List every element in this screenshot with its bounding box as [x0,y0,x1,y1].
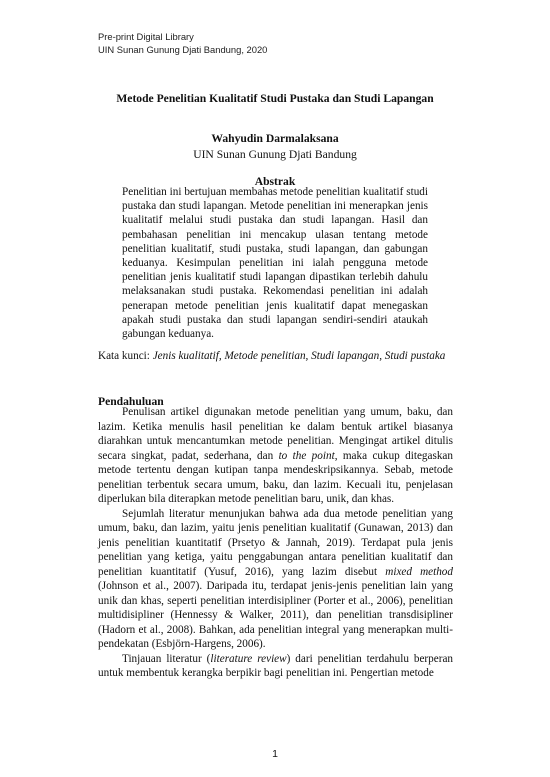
paragraph-1: Penulisan artikel digunakan metode penelitian yang umum, baku, dan lazim. Ketika menulis hasil penelitian ke dalam bentuk artikel biasanya diarahkan untuk mencantumkan metode penelitian. Mengingat artikel ditulis secara singkat, padat, sederhana, dan to the point, maka cukup ditegaskan metode tertentu dengan kutipan tanpa mendeskripsikannya. Sebab, metode penelitian terbentuk secara umum, baku, dan lazim. Kecuali itu, penjelasan diperlukan bila diterapkan metode penelitian baru, unik, dan khas. [98,406,453,505]
section-body [98,405,453,681]
paragraph-3: Tinjauan literatur (literature review) dari penelitian terdahulu berperan untuk membentuk kerangka berpikir bagi penelitian ini. Pengertian metode [98,652,454,679]
author-name: Wahyudin Darmalaksana [211,132,339,145]
running-header [98,30,267,56]
keywords [98,350,478,362]
keywords-terms: Jenis kualitatif, Metode penelitian, Studi lapangan, Studi pustaka [152,350,446,362]
section-heading: Pendahuluan [98,395,164,408]
abstract-text: Penelitian ini bertujuan membahas metode penelitian kualitatif studi pustaka dan studi lapangan. Metode penelitian ini menerapkan jenis kualitatif melalui studi pustaka dan studi lapangan. Hasil dan pembahasan penelitian ini mencakup ulasan tentang metode penelitian kualitatif, studi pustaka, studi lapangan, dan gabungan keduanya. Kesimpulan penelitian ini ialah pengguna metode penelitian jenis kualitatif studi lapangan dipastikan terlebih dahulu melaksanakan studi pustaka. Rekomendasi penelitian ini adalah penerapan metode penelitian jenis kualitatif dapat menegaskan apakah studi pustaka dan studi lapangan sendiri-sendiri ataukah gabungan keduanya. [122,186,428,341]
header-line-library: Pre-print Digital Library [98,31,194,42]
paper-title: Metode Penelitian Kualitatif Studi Pustaka dan Studi Lapangan [116,92,434,105]
keywords-label: Kata kunci: [98,350,153,362]
author-affiliation: UIN Sunan Gunung Djati Bandung [193,148,357,161]
page-number: 1 [272,748,278,760]
abstract-heading: Abstrak [254,175,296,188]
paragraph-2: Sejumlah literatur menunjukan bahwa ada dua metode penelitian yang umum, baku, dan lazim, yaitu jenis penelitian kualitatif (Gunawan, 2013) dan jenis penelitian kuantitatif (Prsetyo & Jannah, 2019). Terdapat pula jenis penelitian yang ketiga, yaitu penggabungan antara penelitian kualitatif dan penelitian kuantitatif (Yusuf, 2016), yang lazim disebut mixed method (Johnson et al., 2007). Daripada itu, terdapat jenis-jenis penelitian lain yang unik dan khas, seperti penelitian interdisipliner (Porter et al., 2006), penelitian multidisipliner (Hennessy & Walker, 2011), dan penelitian transdisipliner (Hadorn et al., 2008). Bahkan, ada penelitian integral yang menerapkan multi-pendekatan (Esbjörn-Hargens, 2006). [98,507,453,650]
header-line-institution: UIN Sunan Gunung Djati Bandung, 2020 [98,44,268,55]
